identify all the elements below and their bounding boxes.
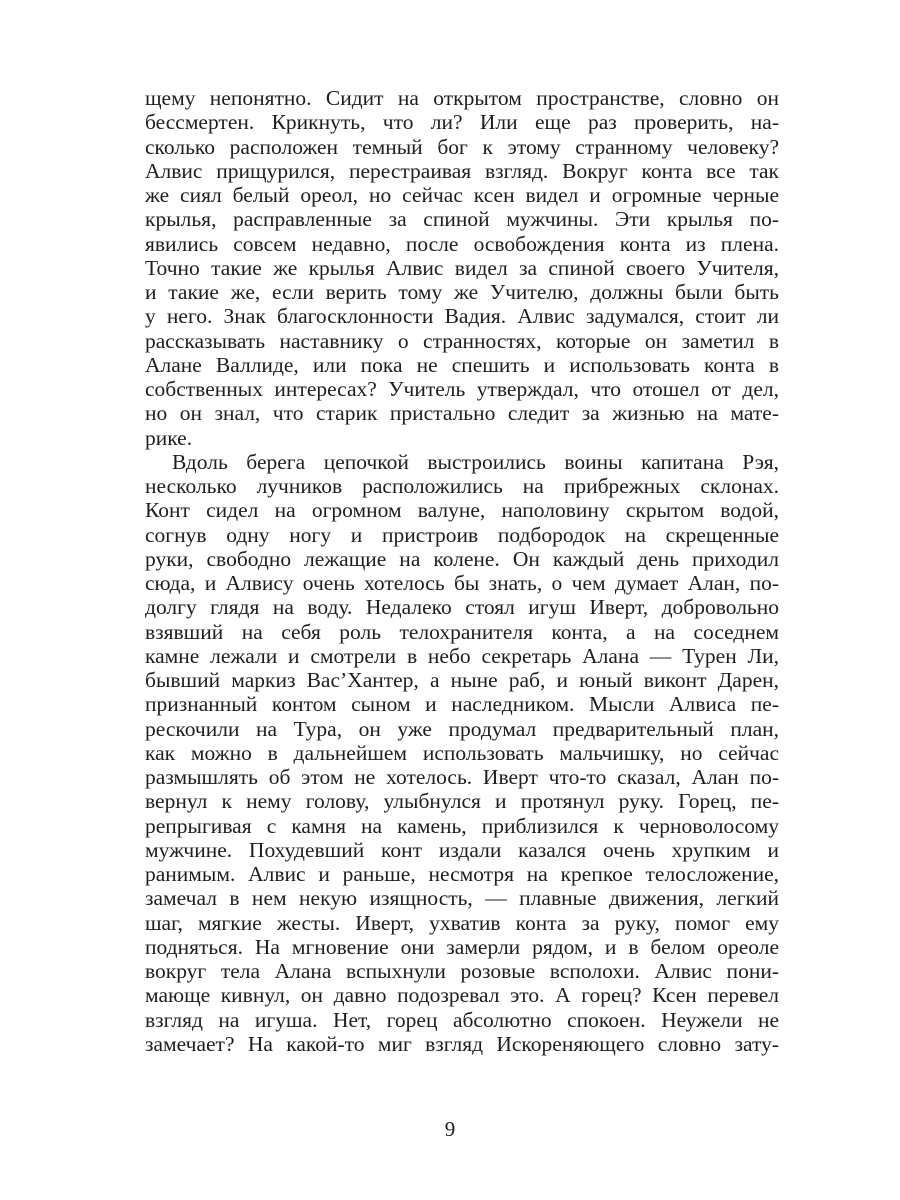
text-line: мужчине. Похудевший конт издали казался очень хрупким и	[145, 837, 779, 862]
text-line: замечает? На какой-то миг взгляд Искореняющего словно зату-	[145, 1031, 779, 1056]
text-line: подняться. На мгновение они замерли рядом, и в белом ореоле	[145, 934, 779, 959]
text-line: сюда, и Алвису очень хотелось бы знать, о чем думает Алан, по-	[145, 571, 779, 595]
text-line: Алане Валлиде, или пока не спешить и использовать конта в	[145, 352, 779, 377]
text-line: Алвис прищурился, перестраивая взгляд. Вокруг конта все так	[145, 158, 779, 183]
text-line: вокруг тела Алана вспыхнули розовые всполохи. Алвис пони-	[145, 959, 779, 983]
text-line: несколько лучников расположились на прибрежных склонах.	[145, 474, 779, 498]
text-line: бывший маркиз Вас’Хантер, а ныне раб, и юный виконт Дарен,	[145, 668, 779, 692]
text-line: как можно в дальнейшем использовать мальчишку, но сейчас	[145, 740, 779, 765]
text-line: взгляд на игуша. Нет, горец абсолютно спокоен. Неужели не	[145, 1007, 779, 1032]
text-line: и такие же, если верить тому же Учителю, должны были быть	[145, 280, 779, 304]
text-line: но он знал, что старик пристально следит за жизнью на мате-	[145, 401, 779, 426]
text-line: репрыгивая с камня на камень, приблизился к черноволосому	[145, 813, 779, 838]
text-line: явились совсем недавно, после освобождения конта из плена.	[145, 231, 779, 256]
text-line: сколько расположен темный бог к этому странному человеку?	[145, 134, 779, 159]
text-line: мающе кивнул, он давно подозревал это. А горец? Ксен перевел	[145, 983, 779, 1008]
text-line: у него. Знак благосклонности Вадия. Алвис задумался, стоит ли	[145, 304, 779, 329]
page-number: 9	[444, 1117, 456, 1141]
paragraph	[145, 86, 779, 450]
text-line: камне лежали и смотрели в небо секретарь Алана — Турен Ли,	[145, 643, 779, 668]
text-line: Точно такие же крылья Алвис видел за спиной своего Учителя,	[145, 255, 779, 280]
text-line: замечал в нем некую изящность, — плавные движения, легкий	[145, 886, 779, 911]
text-line: признанный контом сыном и наследником. Мысли Алвиса пе-	[145, 692, 779, 717]
text-line: взявший на себя роль телохранителя конта, а на соседнем	[145, 619, 779, 644]
text-line: вернул к нему голову, улыбнулся и протянул руку. Горец, пе-	[145, 789, 779, 814]
text-line: крылья, расправленные за спиной мужчины. Эти крылья по-	[145, 207, 779, 232]
text-line: бессмертен. Крикнуть, что ли? Или еще раз проверить, на-	[145, 110, 779, 135]
text-line: согнув одну ногу и пристроив подбородок на скрещенные	[145, 522, 779, 547]
text-line: рассказывать наставнику о странностях, которые он заметил в	[145, 328, 779, 353]
text-line: Вдоль берега цепочкой выстроились воины капитана Рэя,	[172, 449, 779, 474]
text-line: ранимым. Алвис и раньше, несмотря на крепкое телосложение,	[145, 862, 779, 886]
text-line: Конт сидел на огромном валуне, наполовину скрытом водой,	[145, 498, 779, 523]
text-line: рике.	[145, 425, 193, 450]
text-line: же сиял белый ореол, но сейчас ксен видел и огромные черные	[145, 183, 779, 207]
text-line: щему непонятно. Сидит на открытом пространстве, словно он	[145, 86, 779, 110]
text-line: собственных интересах? Учитель утверждал, что отошел от дел,	[145, 377, 779, 401]
text-line: долгу глядя на воду. Недалеко стоял игуш Иверт, добровольно	[145, 595, 779, 620]
text-line: рескочили на Тура, он уже продумал предварительный план,	[145, 716, 779, 741]
book-page-text	[145, 86, 779, 1056]
text-line: размышлять об этом не хотелось. Иверт что-то сказал, Алан по-	[145, 765, 779, 789]
text-line: шаг, мягкие жесты. Иверт, ухватив конта за руку, помог ему	[145, 910, 779, 935]
text-line: руки, свободно лежащие на колене. Он каждый день приходил	[145, 546, 779, 571]
paragraph	[145, 450, 779, 1056]
